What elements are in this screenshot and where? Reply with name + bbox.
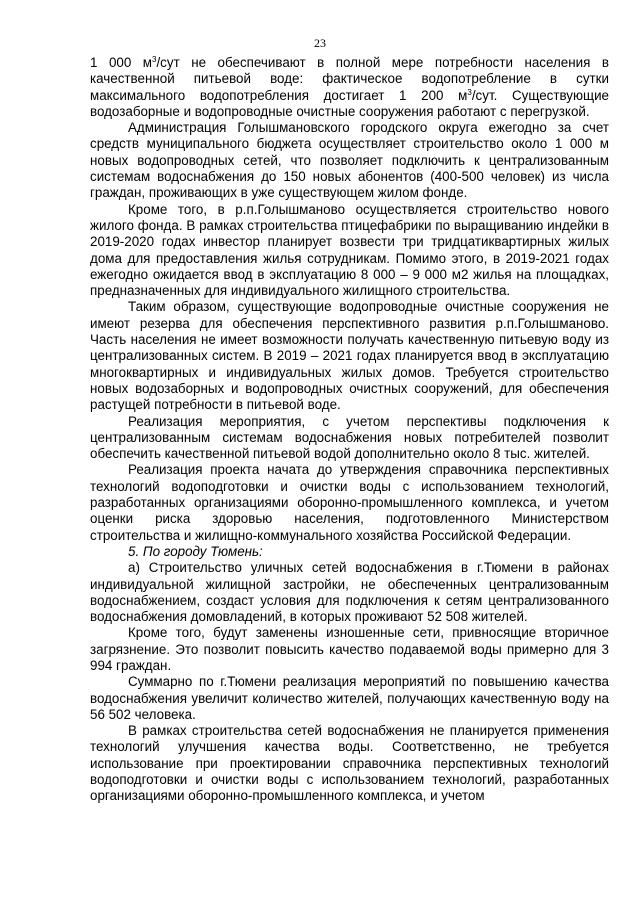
- paragraph-text: 1 000 м: [90, 55, 152, 70]
- paragraph-summary-tyumen: Суммарно по г.Тюмени реализация мероприятий по повышению качества водоснабжения увеличит количество жителей, получающих качественную воду на 56 502 человека.: [90, 674, 609, 722]
- section-heading-tyumen: 5. По городу Тюмень:: [128, 543, 263, 559]
- paragraph-no-improvement-tech: В рамках строительства сетей водоснабжения не планируется применения технологий улучшения качества воды. Соответственно, не требуется использование при проектировании справочника перспективных технологий водоподготовки и очистки воды с использованием технологий, разработанных организациями оборонно-промышленного комплекса, и учетом: [90, 723, 609, 804]
- paragraph-network-replacement: Кроме того, будут заменены изношенные сети, привносящие вторичное загрязнение. Это позволит повысить качество подаваемой воды примерно для 3 994 граждан.: [90, 625, 609, 673]
- paragraph-municipal-budget: Администрация Голышмановского городского округа ежегодно за счет средств муниципального бюджета осуществляет строительство около 1 000 м новых водопроводных сетей, что позволяет подключить к централизованным системам водоснабжения до 150 новых абонентов (400-500 человек) из числа граждан, проживающих в уже существующем жилом фонде.: [90, 120, 609, 201]
- paragraph-project-start: Реализация проекта начата до утверждения справочника перспективных технологий водоподготовки и очистки воды с использованием технологий, разработанных организациями оборонно-промышленного комплекса, и учетом оценки риска здоровью населения, подготовленного Министерством строительства и жилищно-коммунального хозяйства Российской Федерации.: [90, 462, 609, 543]
- paragraph-text: /сут не обеспечивают в полной мере потребности населения в качественной питьевой воде: фактическое водопотребление в сутки максимального водопотребления достигает 1 200 м: [90, 55, 609, 103]
- superscript: 3: [467, 87, 472, 97]
- paragraph-new-housing: Кроме того, в р.п.Голышманово осуществляется строительство нового жилого фонда. В рамках строительства птицефабрики по выращиванию индейки в 2019-2020 годах инвестор планирует возвести три тридцатиквартирных жилых дома для предоставления жилья сотрудникам. Помимо этого, в 2019-2021 годах ежегодно ожидается ввод в эксплуатацию 8 000 – 9 000 м2 жилья на площадках, предназначенных для индивидуального жилищного строительства.: [90, 201, 609, 299]
- paragraph-water-consumption: [90, 55, 609, 120]
- paragraph-implementation: Реализация мероприятия, с учетом перспективы подключения к централизованным системам водоснабжения новых потребителей позволит обеспечить качественной питьевой водой дополнительно около 8 тыс. жителей.: [90, 413, 609, 462]
- paragraph-conclusion: Таким образом, существующие водопроводные очистные сооружения не имеют резерва для обеспечения перспективного развития р.п.Голышманово. Часть населения не имеет возможности получать качественную питьевую воду из централизованных систем. В 2019 – 2021 годах планируется ввод в эксплуатацию многоквартирных и индивидуальных жилых домов. Требуется строительство новых водозаборных и водопроводных очистных сооружений, для обеспечения растущей потребности в питьевой воде.: [90, 299, 609, 413]
- document-body: [90, 55, 609, 805]
- superscript: 3: [152, 55, 157, 64]
- page-number: 23: [314, 36, 326, 50]
- paragraph-street-networks: а) Строительство уличных сетей водоснабжения в г.Тюмени в районах индивидуальной жилищной застройки, не обеспеченных централизованным водоснабжением, создаст условия для подключения к сетям централизованного водоснабжения домовладений, в которых проживают 52 508 жителей.: [90, 560, 609, 625]
- paragraph-text: /сут. Существующие водозаборные и водопроводные очистные сооружения работают с перегрузкой.: [90, 87, 609, 119]
